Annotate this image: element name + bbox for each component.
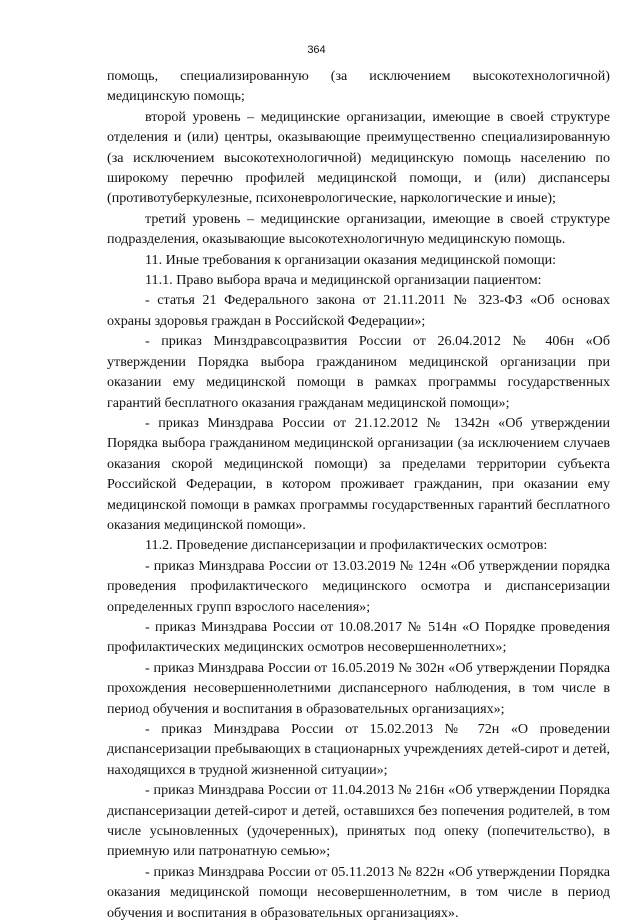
list-item-order-822n: - приказ Минздрава России от 05.11.2013 № 822н «Об утверждении Порядка оказания медицинской помощи несовершеннолетним, в том числе в период обучения и воспитания в образовательных организациях». (107, 863, 610, 921)
list-item-order-72n: - приказ Минздрава России от 15.02.2013 № 72н «О проведении диспансеризации пребывающих в стационарных учреждениях детей-сирот и детей, находящихся в трудной жизненной ситуации»; (107, 721, 611, 778)
section-heading-11: 11. Иные требования к организации оказания медицинской помощи: (145, 251, 557, 268)
paragraph-continuation: помощь, специализированную (за исключением высокотехнологичной) медицинскую помощь; (107, 68, 610, 105)
section-heading-11-1: 11.1. Право выбора врача и медицинской организации пациентом: (145, 272, 542, 289)
document-body (107, 66, 610, 923)
paragraph-third-level: третий уровень – медицинские организации, имеющие в своей структуре подразделения, оказывающие высокотехнологичную медицинскую помощь. (107, 210, 610, 248)
page-number: 364 (307, 44, 326, 56)
list-item-order-302n: - приказ Минздрава России от 16.05.2019 № 302н «Об утверждении Порядка прохождения несовершеннолетними диспансерного наблюдения, в том числе в период обучения и воспитания в образовательных организациях»; (107, 659, 610, 717)
list-item-law-323: - статья 21 Федерального закона от 21.11.2011 № 323-ФЗ «Об основах охраны здоровья граждан в Российской Федерации»; (107, 292, 610, 329)
list-item-order-124n: - приказ Минздрава России от 13.03.2019 № 124н «Об утверждении порядка проведения профилактического медицинского осмотра и диспансеризации определенных групп взрослого населения»; (107, 557, 610, 615)
list-item-order-216n: - приказ Минздрава России от 11.04.2013 № 216н «Об утверждении Порядка диспансеризации детей-сирот и детей, оставшихся без попечения родителей, в том числе усыновленных (удочеренных), принятых под опеку (попечительство), в приемную или патронатную семью»; (107, 782, 610, 860)
section-heading-11-2: 11.2. Проведение диспансеризации и профилактических осмотров: (145, 537, 548, 554)
paragraph-second-level: второй уровень – медицинские организации, имеющие в своей структуре отделения и (или) центры, оказывающие преимущественно специализированную (за исключением высокотехнологичной) медицинскую помощь населению по широкому перечню профилей медицинской помощи, и (или) диспансеры (противотуберкулезные, психоневрологические, наркологические и иные); (107, 108, 610, 207)
list-item-order-1342n: - приказ Минздрава России от 21.12.2012 № 1342н «Об утверждении Порядка выбора гражданином медицинской организации (за исключением случаев оказания скорой медицинской помощи) за пределами территории субъекта Российской Федерации, в котором проживает гражданин, при оказании ему медицинской помощи в рамках программы государственных гарантий бесплатного оказания медицинской помощи». (107, 414, 610, 533)
list-item-order-406n: - приказ Минздравсоцразвития России от 26.04.2012 № 406н «Об утверждении Порядка выбора гражданином медицинской организации при оказании ему медицинской помощи в рамках программы государственных гарантий бесплатного оказания гражданам медицинской помощи»; (107, 333, 610, 411)
list-item-order-514n: - приказ Минздрава России от 10.08.2017 № 514н «О Порядке проведения профилактических медицинских осмотров несовершеннолетних»; (107, 618, 610, 656)
